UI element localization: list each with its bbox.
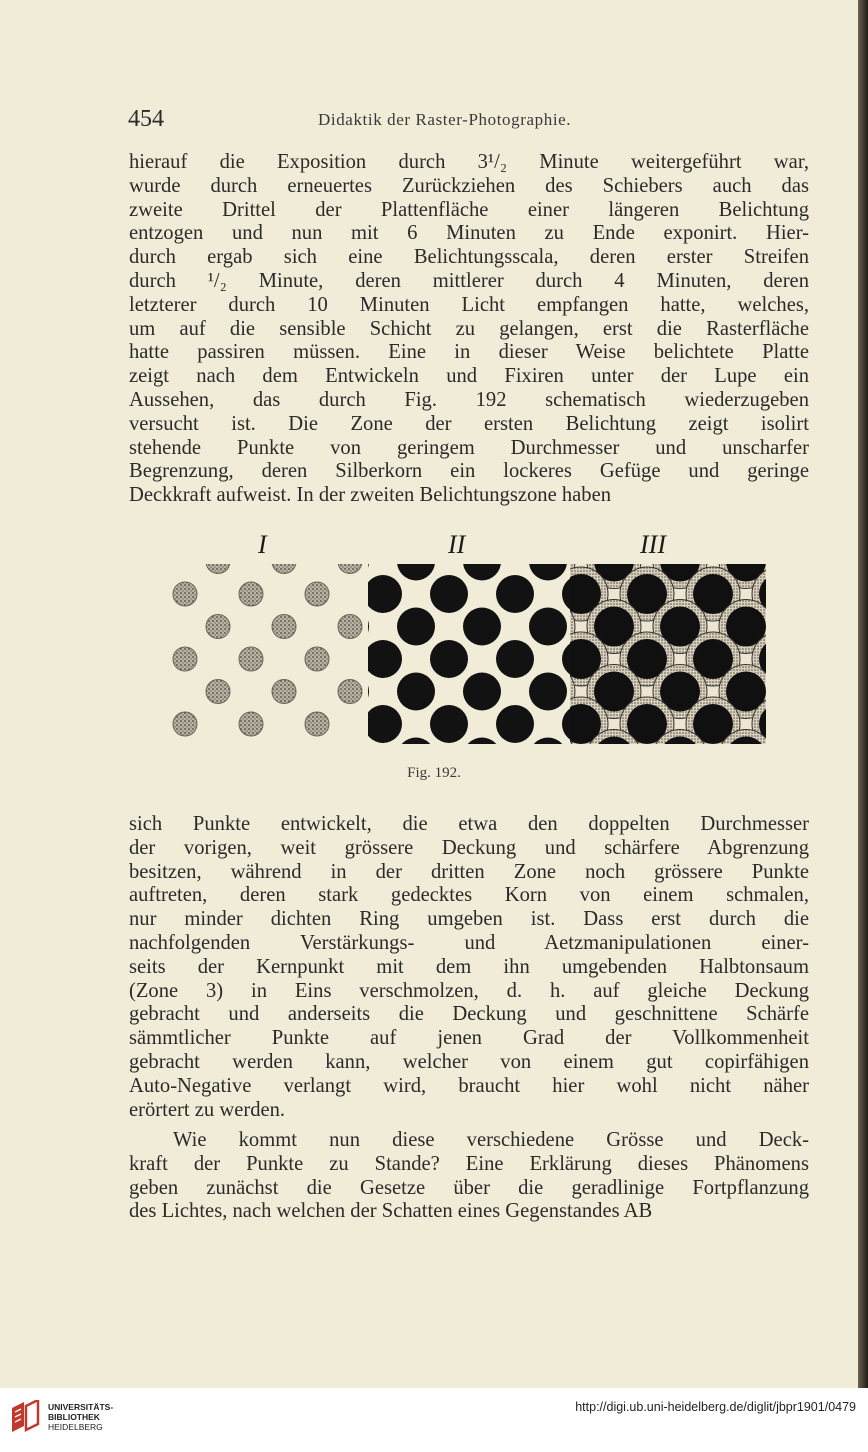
halftone-dot [330, 737, 370, 751]
text-line: stehende Punkte von geringem Durchmesser und unscharfer [129, 436, 809, 459]
halftone-dot [338, 745, 362, 751]
library-logo-icon [10, 1400, 40, 1434]
halftone-dot [338, 680, 362, 704]
text-line: geben zunächst die Gesetze über die geradlinige Fortpflanzung [129, 1176, 809, 1199]
figure-caption: Fig. 192. [407, 765, 461, 781]
halftone-dot [767, 647, 768, 671]
halftone-dot [463, 673, 501, 711]
halftone-dot [305, 647, 329, 671]
halftone-dot [404, 745, 428, 751]
paragraph-1 [129, 151, 809, 508]
running-header [128, 106, 808, 136]
text-line: auftreten, deren stark gedecktes Korn von einem schmalen, [129, 884, 809, 907]
text-line: Wie kommt nun diese verschiedene Grösse und Deck- [173, 1129, 809, 1151]
text-line: sämmtlicher Punkte auf jenen Grad der Vollkommenheit [129, 1027, 809, 1050]
text-line: Aussehen, das durch Fig. 192 schematisch wiederzugeben [129, 388, 809, 411]
library-line-2: BIBLIOTHEK [48, 1412, 100, 1422]
text-line: entzogen und nun mit 6 Minuten zu Ende exponirt. Hier- [129, 222, 809, 245]
page-number: 454 [128, 106, 164, 132]
text-line: Begrenzung, deren Silberkorn ein lockeres Gefüge und geringe [129, 460, 809, 483]
halftone-dot [529, 564, 567, 581]
halftone-dot [430, 575, 468, 613]
halftone-dot [397, 564, 435, 581]
halftone-dot [496, 705, 534, 743]
halftone-dot [272, 564, 296, 574]
halftone-dot [397, 738, 435, 751]
halftone-dot [305, 712, 329, 736]
text-line: besitzen, während in der dritten Zone noch grössere Punkte [129, 860, 809, 883]
halftone-dot [173, 647, 197, 671]
halftone-dot [206, 564, 230, 574]
halftone-dot [272, 680, 296, 704]
text-line: um auf die sensible Schicht zu gelangen, erst die Rasterfläche [129, 317, 809, 340]
text-line: versucht ist. Die Zone der ersten Belichtung zeigt isolirt [129, 412, 809, 435]
text-line: durch ergab sich eine Belichtungsscala, deren erster Streifen [129, 246, 809, 269]
paragraph-3 [129, 1129, 809, 1224]
zone-label-1: I [258, 530, 267, 559]
text-line: erörtert zu werden. [129, 1098, 286, 1121]
halftone-dot [602, 745, 626, 751]
footer-bar [0, 1388, 868, 1452]
halftone-dot [173, 582, 197, 606]
paragraph-2 [129, 813, 809, 1122]
text-line: wurde durch erneuertes Zurückziehen des Schiebers auch das [129, 174, 809, 197]
text-line: hierauf die Exposition durch 3¹/₂ Minute weitergeführt war, [129, 151, 809, 173]
figure-192 [172, 530, 768, 750]
library-line-1: UNIVERSITÄTS- [48, 1402, 114, 1412]
halftone-dot [239, 647, 263, 671]
zone-label-2: II [448, 530, 466, 559]
halftone-dot [305, 582, 329, 606]
halftone-dot [272, 615, 296, 639]
halftone-dot [463, 738, 501, 751]
halftone-dot [257, 730, 311, 751]
halftone-dot [767, 582, 768, 606]
text-line: nur minder dichten Ring umgeben ist. Dass erst durch die [129, 908, 809, 931]
halftone-dot [668, 745, 692, 751]
halftone-dot [206, 680, 230, 704]
halftone-dot [496, 575, 534, 613]
halftone-dot [206, 745, 230, 751]
halftone-dot [529, 738, 567, 751]
text-line: des Lichtes, nach welchen der Schatten eines Gegenstandes AB [129, 1200, 653, 1223]
halftone-dot [206, 615, 230, 639]
halftone-dot [191, 730, 245, 751]
zone-label-3: III [640, 530, 666, 559]
halftone-dot [430, 705, 468, 743]
running-title: Didaktik der Raster-Photographie. [318, 110, 572, 129]
text-line: durch ¹/₂ Minute, deren mittlerer durch 4 Minuten, deren [129, 269, 809, 292]
halftone-dot [173, 712, 197, 736]
halftone-dot [172, 600, 179, 654]
library-line-3: HEIDELBERG [48, 1422, 103, 1432]
halftone-dot-diagram [172, 564, 768, 750]
halftone-dot [767, 712, 768, 736]
text-line: sich Punkte entwickelt, die etwa den doppelten Durchmesser [129, 813, 809, 835]
text-line: kraft der Punkte zu Stande? Eine Erklärung dieses Phänomens [129, 1152, 809, 1175]
text-line: gebracht und anderseits die Deckung und geschnittene Schärfe [129, 1003, 809, 1026]
text-line: seits der Kernpunkt mit dem ihn umgebenden Halbtonsaum [129, 955, 809, 978]
halftone-dot [199, 738, 237, 751]
halftone-dot [364, 575, 402, 613]
halftone-dot [198, 737, 238, 751]
halftone-dot [172, 665, 179, 719]
text-line: hatte passiren müssen. Eine in dieser Weise belichtete Platte [129, 341, 809, 364]
halftone-dot [734, 745, 758, 751]
halftone-dot [529, 608, 567, 646]
library-name [48, 1402, 113, 1432]
halftone-dot [338, 564, 362, 574]
halftone-dot [463, 564, 501, 581]
text-line: der vorigen, weit grössere Deckung und schärfere Abgrenzung [129, 836, 809, 859]
text-line: gebracht werden kann, welcher von einem gut copirfähigen [129, 1050, 809, 1073]
halftone-dot [430, 640, 468, 678]
halftone-dot [272, 745, 296, 751]
text-line: Auto-Negative verlangt wird, braucht hier wohl nicht näher [129, 1074, 809, 1097]
halftone-dot [397, 673, 435, 711]
page-edge-shadow [858, 0, 868, 1388]
text-line: letzterer durch 10 Minuten Licht empfangen hatte, welches, [129, 293, 809, 316]
halftone-dot [397, 608, 435, 646]
halftone-dot [463, 608, 501, 646]
halftone-dot [496, 640, 534, 678]
text-line: zeigt nach dem Entwickeln und Fixiren unter der Lupe ein [129, 365, 809, 388]
text-line: Deckkraft aufweist. In der zweiten Belichtungszone haben [129, 484, 612, 507]
halftone-dot [239, 582, 263, 606]
text-line: nachfolgenden Verstärkungs- und Aetzmanipulationen einer- [129, 931, 809, 954]
text-line: (Zone 3) in Eins verschmolzen, d. h. auf gleiche Deckung [129, 979, 809, 1002]
halftone-dot [470, 745, 494, 751]
halftone-dot [338, 615, 362, 639]
halftone-dot [364, 705, 402, 743]
halftone-dot [529, 673, 567, 711]
halftone-dot [536, 745, 560, 751]
halftone-dot [364, 640, 402, 678]
halftone-dot [331, 738, 369, 751]
halftone-dot [265, 738, 303, 751]
halftone-dot [264, 737, 304, 751]
text-line: zweite Drittel der Plattenfläche einer längeren Belichtung [129, 198, 809, 221]
source-url-link[interactable]: http://digi.ub.uni-heidelberg.de/diglit/jbpr1901/0479 [575, 1400, 856, 1414]
halftone-dot [239, 712, 263, 736]
